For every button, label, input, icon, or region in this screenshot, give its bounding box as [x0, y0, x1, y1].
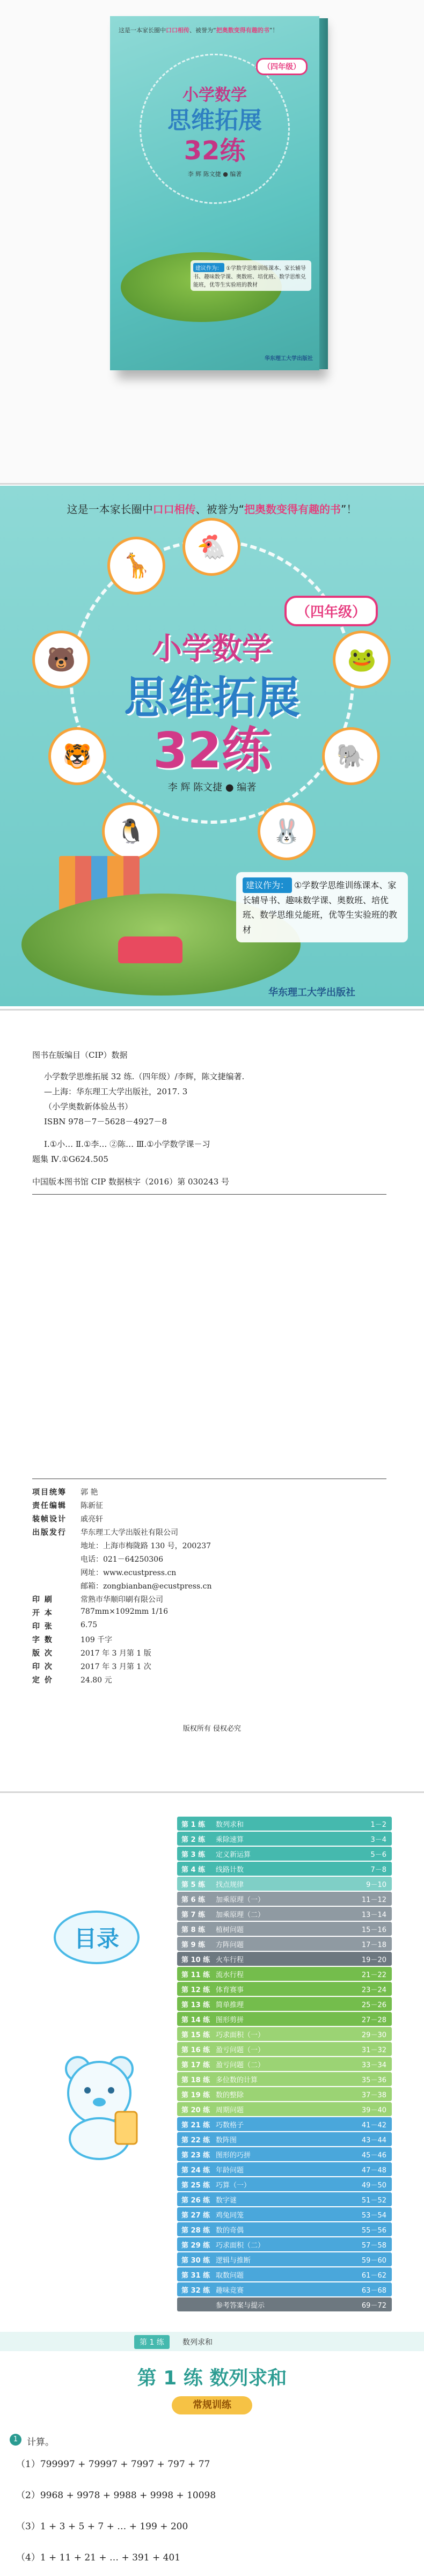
- toc-row-title: 加乘原理（二）: [216, 1911, 265, 1919]
- rule-line: [32, 1194, 386, 1195]
- info-row: 印 次 2017 年 3 月第 1 次: [32, 1663, 151, 1671]
- grade-badge: （四年级）: [284, 596, 378, 626]
- toc-row[interactable]: [177, 1997, 392, 2011]
- toc-row-page: 21－22: [361, 1971, 386, 1979]
- tagline-text: 这是一本家长圈中: [67, 503, 153, 516]
- question-item: （4）1 + 11 + 21 + … + 391 + 401: [16, 2552, 181, 2563]
- toc-row[interactable]: [177, 2237, 392, 2251]
- toc-row-label: 第 25 练: [181, 2181, 210, 2190]
- exercise-page: [0, 2332, 424, 2576]
- toc-row-label: 第 18 练: [181, 2076, 210, 2084]
- toc-row-page: 15－16: [361, 1926, 386, 1934]
- bear-mascot-icon: [51, 2047, 148, 2160]
- toc-row-label: 第 13 练: [181, 2001, 210, 2009]
- toc-row-label: 第 12 练: [181, 1986, 210, 1994]
- rights-notice: 版权所有 侵权必究: [182, 1725, 242, 1733]
- toc-row-page: 31－32: [361, 2046, 386, 2054]
- toc-row[interactable]: [177, 2222, 392, 2236]
- cover-tagline: [0, 501, 424, 516]
- toc-row-title: 巧算（一）: [216, 2181, 251, 2190]
- chapter-label: 第 1 练: [134, 2335, 170, 2349]
- toc-row[interactable]: [177, 1847, 392, 1861]
- giraffe-icon: 🦒: [107, 537, 165, 595]
- grade-badge: （四年级）: [256, 58, 308, 75]
- chapter-title: 第 1 练 数列求和: [137, 2367, 287, 2389]
- toc-row-title: 找点规律: [216, 1880, 244, 1889]
- tagline-text: 这是一本家长圈中: [119, 27, 166, 34]
- toc-row-label: 第 15 练: [181, 2031, 210, 2039]
- toc-row-title: 鸡兔同笼: [216, 2211, 244, 2220]
- recommend-box: [236, 872, 408, 942]
- toc-row[interactable]: [177, 2027, 392, 2041]
- toc-row-page: 59－60: [361, 2256, 386, 2265]
- question-item: （2）9968 + 9978 + 9988 + 9998 + 10098: [16, 2490, 216, 2501]
- recommend-text: ①学数学思维训练课本、家长辅导书、趣味数学课、奥数班、培优班、数学思维兑能班，优等生实验班的教材: [243, 880, 398, 935]
- toc-row-label: 第 9 练: [181, 1941, 206, 1949]
- book-title-line3: 32练: [184, 136, 246, 166]
- info-row: 开 本 787mm×1092mm 1/16: [32, 1607, 169, 1618]
- info-row: 装帧设计 戚亮轩: [32, 1515, 103, 1524]
- info-row: 印 刷 常熟市华顺印刷有限公司: [32, 1596, 163, 1604]
- toc-row-page: 11－12: [361, 1896, 386, 1904]
- info-row: 电话：021－64250306: [81, 1555, 163, 1564]
- info-row: 字 数 109 千字: [32, 1636, 113, 1644]
- toc-row[interactable]: [177, 2102, 392, 2116]
- divider: [0, 483, 424, 485]
- car-illustration: [118, 936, 182, 963]
- toc-row[interactable]: [177, 1937, 392, 1951]
- toc-row-title: 体育赛事: [216, 1986, 244, 1994]
- toc-row-label: 第 14 练: [181, 2016, 210, 2024]
- toc-row-label: 第 27 练: [181, 2211, 210, 2220]
- publisher-logo: 华东理工大学出版社: [265, 356, 313, 362]
- toc-row[interactable]: [177, 1817, 392, 1831]
- tagline-highlight: 把奥数变得有趣的书: [244, 503, 341, 516]
- toc-row-page: 69－72: [361, 2301, 386, 2310]
- info-row: 项目统筹 郭 艳: [32, 1488, 98, 1497]
- recommend-tag: 建议作为：: [193, 263, 224, 272]
- book-authors: 李 辉 陈文捷 ● 编著: [187, 171, 242, 178]
- tagline-highlight: 把奥数变得有趣的书: [216, 27, 269, 34]
- tagline-text: 、被誉为“: [189, 27, 216, 34]
- toc-row[interactable]: [177, 2147, 392, 2161]
- toc-row-label: 第 8 练: [181, 1926, 206, 1934]
- copyright-page: [0, 1012, 424, 1790]
- chicken-icon: 🐔: [182, 518, 240, 576]
- frog-icon: 🐸: [333, 631, 391, 689]
- cover-section: [0, 486, 424, 1006]
- toc-row-label: 第 2 练: [181, 1835, 206, 1844]
- toc-row[interactable]: [177, 2252, 392, 2266]
- toc-row[interactable]: [177, 1832, 392, 1846]
- toc-row-label: 第 32 练: [181, 2286, 210, 2295]
- toc-row-page: 5－6: [370, 1850, 386, 1859]
- toc-row-title: 加乘原理（一）: [216, 1896, 265, 1904]
- divider: [0, 1791, 424, 1793]
- toc-row-page: 49－50: [361, 2181, 386, 2190]
- toc-row-page: 17－18: [361, 1941, 386, 1949]
- toc-row-page: 47－48: [361, 2166, 386, 2175]
- cip-line: （小学奥数新体验丛书）: [44, 1102, 133, 1111]
- tagline-text: ”！: [269, 27, 279, 34]
- toc-row-label: 第 28 练: [181, 2226, 210, 2235]
- tagline-text: 、被誉为“: [195, 503, 244, 516]
- toc-row[interactable]: [177, 2282, 392, 2296]
- toc-row[interactable]: [177, 2012, 392, 2026]
- toc-row[interactable]: [177, 1952, 392, 1966]
- toc-row-label: 第 21 练: [181, 2121, 210, 2129]
- toc-row-page: 55－56: [361, 2226, 386, 2235]
- toc-row-title: 方阵问题: [216, 1941, 244, 1949]
- cip-line: 题集 Ⅳ.①G624.505: [32, 1154, 108, 1164]
- cip-line: 小学数学思维拓展 32 练.（四年级）/李辉，陈文捷编著.: [44, 1072, 245, 1081]
- toc-row-page: 35－36: [361, 2076, 386, 2084]
- info-row: 定 价 24.80 元: [32, 1676, 112, 1685]
- publisher-logo: 华东理工大学出版社: [268, 987, 355, 998]
- recommend-tag: 建议作为：: [243, 877, 292, 893]
- tiger-icon: 🐯: [48, 727, 106, 785]
- toc-row[interactable]: [177, 2297, 392, 2311]
- book-tagline: [119, 26, 312, 34]
- toc-row-title: 盈亏问题（二）: [216, 2061, 265, 2069]
- cover-authors: 李 辉 陈文捷 ● 编著: [167, 782, 257, 793]
- question-item: （1）799997 + 79997 + 7997 + 797 + 77: [16, 2459, 210, 2470]
- cip-line: ISBN 978－7－5628－4927－8: [44, 1117, 167, 1126]
- book-title-line2: 思维拓展: [167, 107, 262, 134]
- toc-row-page: 29－30: [361, 2031, 386, 2039]
- toc-row-title: 巧求面积（一）: [216, 2031, 265, 2039]
- toc-row[interactable]: [177, 2087, 392, 2101]
- info-row: 印 张 6.75: [32, 1621, 98, 1631]
- cover-title-line1: 小学数学: [152, 632, 272, 667]
- toc-row-page: 9－10: [366, 1880, 386, 1889]
- toc-row[interactable]: [177, 1967, 392, 1981]
- toc-row-label: 第 4 练: [181, 1865, 206, 1874]
- cip-heading: 图书在版编目（CIP）数据: [32, 1050, 128, 1060]
- recommend-box: [191, 260, 311, 291]
- toc-row-title: 乘除速算: [216, 1835, 244, 1844]
- book-front: [110, 16, 319, 370]
- toc-row-label: 第 3 练: [181, 1850, 206, 1859]
- toc-row[interactable]: [177, 1907, 392, 1921]
- toc-row-page: 37－38: [361, 2091, 386, 2099]
- tagline-highlight: 口口相传: [152, 503, 196, 516]
- toc-row-page: 41－42: [361, 2121, 386, 2129]
- elephant-icon: 🐘: [322, 727, 380, 785]
- toc-row-page: 63－68: [361, 2286, 386, 2295]
- toc-row-title: 数列求和: [216, 1820, 244, 1829]
- info-row: 地址：上海市梅陇路 130 号，200237: [81, 1542, 211, 1550]
- bear-icon: 🐻: [32, 631, 90, 689]
- cip-line: Ⅰ.①小… Ⅱ.①李… ②陈… Ⅲ.①小学数学课－习: [44, 1139, 210, 1149]
- question-item: （3）1 + 3 + 5 + 7 + … + 199 + 200: [16, 2521, 188, 2532]
- toc-row-title: 数阵图: [216, 2136, 237, 2145]
- toc-row-page: 27－28: [361, 2016, 386, 2024]
- toc-row-title: 图形剪拼: [216, 2016, 244, 2024]
- toc-row-page: 43－44: [361, 2136, 386, 2145]
- toc-row-title: 多位数的计算: [216, 2076, 258, 2084]
- toc-row-title: 数的奇偶: [216, 2226, 244, 2235]
- toc-row[interactable]: [177, 2177, 392, 2191]
- toc-row[interactable]: [177, 2162, 392, 2176]
- section-badge: 常规训练: [172, 2396, 252, 2414]
- toc-row-label: 第 20 练: [181, 2106, 210, 2114]
- toc-row-title: 数字谜: [216, 2196, 237, 2205]
- toc-row-title: 植树问题: [216, 1926, 244, 1934]
- toc-row-title: 趣味竞赛: [216, 2286, 244, 2295]
- toc-row[interactable]: [177, 1877, 392, 1891]
- toc-row-label: 第 6 练: [181, 1896, 206, 1904]
- toc-row-page: 3－4: [370, 1835, 386, 1844]
- toc-row-title: 简单推理: [216, 2001, 244, 2009]
- toc-row-label: 第 16 练: [181, 2046, 210, 2054]
- toc-row-title: 线路计数: [216, 1865, 244, 1874]
- tagline-text: ”！: [341, 503, 357, 516]
- toc-row-page: 33－34: [361, 2061, 386, 2069]
- cip-line: —上海：华东理工大学出版社，2017. 3: [44, 1087, 188, 1096]
- toc-row-label: 第 23 练: [181, 2151, 210, 2160]
- toc-row-label: 第 10 练: [181, 1956, 210, 1964]
- book-title-line1: 小学数学: [182, 86, 247, 105]
- toc-row-page: 51－52: [361, 2196, 386, 2205]
- info-row: 邮箱：zongbianban@ecustpress.cn: [81, 1582, 212, 1591]
- toc-row[interactable]: [177, 2117, 392, 2131]
- toc-row[interactable]: [177, 1862, 392, 1876]
- toc-row-title: 数的整除: [216, 2091, 244, 2099]
- toc-heading: 目录: [54, 1911, 140, 1964]
- toc-row-label: 第 30 练: [181, 2256, 210, 2265]
- book-spine: [319, 18, 328, 369]
- toc-row[interactable]: [177, 1922, 392, 1936]
- toc-row-page: 1－2: [370, 1820, 386, 1829]
- toc-row[interactable]: [177, 2267, 392, 2281]
- info-row: 网址：www.ecustpress.cn: [81, 1569, 177, 1577]
- toc-row-title: 图形的巧拼: [216, 2151, 251, 2160]
- toc-row-label: 第 17 练: [181, 2061, 210, 2069]
- toc-row[interactable]: [177, 1982, 392, 1996]
- question-lead: 计算。: [27, 2437, 54, 2448]
- toc-row-title: 流水行程: [216, 1971, 244, 1979]
- toc-row-label: 第 31 练: [181, 2271, 210, 2280]
- toc-row-page: 53－54: [361, 2211, 386, 2220]
- toc-row-label: 第 19 练: [181, 2091, 210, 2099]
- toc-row[interactable]: [177, 2207, 392, 2221]
- toc-row-page: 23－24: [361, 1986, 386, 1994]
- toc-row-title: 取数问题: [216, 2271, 244, 2280]
- cover-title-line3: 32练: [152, 722, 272, 779]
- toc-row-page: 61－62: [361, 2271, 386, 2280]
- toc-row-page: 19－20: [361, 1956, 386, 1964]
- info-row: 责任编辑 陈新征: [32, 1502, 103, 1510]
- toc-row[interactable]: [177, 2192, 392, 2206]
- toc-row[interactable]: [177, 2132, 392, 2146]
- toc-row-title: 年龄问题: [216, 2166, 244, 2175]
- recommend-text: ①学数学思维训练课本、家长辅导书、趣味数学课、奥数班、培优班、数学思维兑能班，优等生实验班的教材: [193, 266, 306, 288]
- toc-row-page: 39－40: [361, 2106, 386, 2114]
- toc-row[interactable]: [177, 1892, 392, 1906]
- penguin-icon: 🐧: [102, 802, 160, 860]
- toc-row[interactable]: [177, 2042, 392, 2056]
- toc-row-page: 25－26: [361, 2001, 386, 2009]
- toc-row-title: 巧数格子: [216, 2121, 244, 2129]
- toc-row-title: 定义新运算: [216, 1850, 251, 1859]
- toc-row-label: 第 29 练: [181, 2241, 210, 2250]
- toc-row-label: 第 7 练: [181, 1911, 206, 1919]
- toc-row-title: 巧求面积（二）: [216, 2241, 265, 2250]
- toc-row-page: 45－46: [361, 2151, 386, 2160]
- toc-row-label: 第 1 练: [181, 1820, 206, 1829]
- rabbit-icon: 🐰: [258, 802, 316, 860]
- toc-row[interactable]: [177, 2057, 392, 2071]
- toc-row-page: 13－14: [361, 1911, 386, 1919]
- toc-row-label: 第 11 练: [181, 1971, 210, 1979]
- toc-row-label: 第 22 练: [181, 2136, 210, 2145]
- info-row: 出版发行 华东理工大学出版社有限公司: [32, 1528, 178, 1537]
- toc-row-title: 参考答案与提示: [216, 2301, 265, 2310]
- info-row: 版 次 2017 年 3 月第 1 版: [32, 1649, 151, 1658]
- book-photo-section: [0, 0, 424, 483]
- toc-row-title: 周期问题: [216, 2106, 244, 2114]
- toc-page: [0, 1795, 424, 2332]
- cover-title-line2: 思维拓展: [123, 672, 300, 723]
- toc-row[interactable]: [177, 2072, 392, 2086]
- toc-row-label: 第 26 练: [181, 2196, 210, 2205]
- chapter-header-title: 数列求和: [182, 2338, 213, 2347]
- toc-row-label: 第 5 练: [181, 1880, 206, 1889]
- toc-row-title: 逻辑与推断: [216, 2256, 251, 2265]
- toc-row-page: 57－58: [361, 2241, 386, 2250]
- toc-row-label: 第 24 练: [181, 2166, 210, 2175]
- toc-row-page: 7－8: [370, 1865, 386, 1874]
- cip-line: 中国版本图书馆 CIP 数据核字（2016）第 030243 号: [32, 1177, 230, 1187]
- divider: [0, 1009, 424, 1011]
- tagline-highlight: 口口相传: [166, 27, 189, 34]
- toc-row-title: 火车行程: [216, 1956, 244, 1964]
- toc-row-title: 盈亏问题（一）: [216, 2046, 265, 2054]
- question-number: 1: [10, 2434, 21, 2446]
